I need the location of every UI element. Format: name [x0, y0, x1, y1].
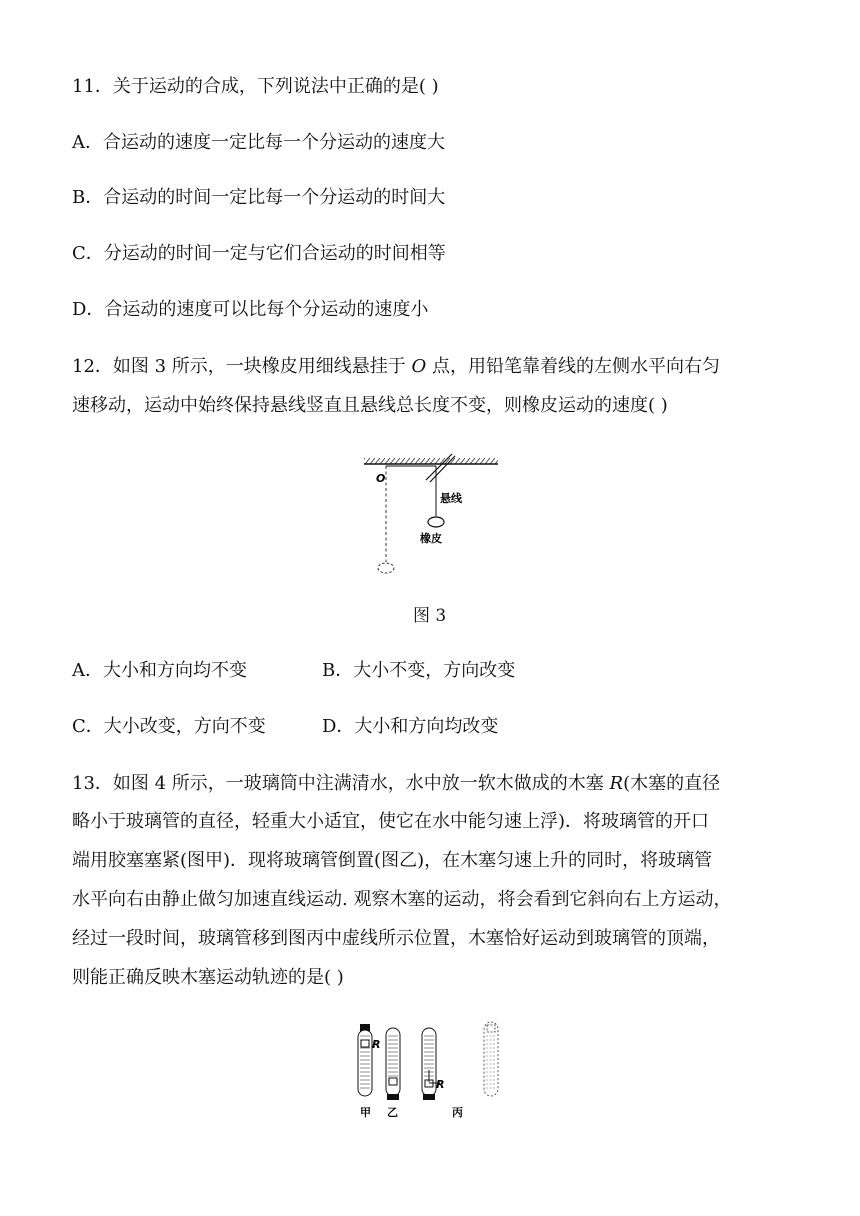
- q13-text-a: 13．如图 4 所示，一玻璃筒中注满清水，水中放一软木做成的木塞: [72, 773, 610, 794]
- label-point-o: O: [376, 472, 386, 485]
- dashed-initial-eraser: [378, 563, 394, 573]
- q12-stem-line2: 速移动，运动中始终保持悬线竖直且悬线总长度不变，则橡皮运动的速度( ): [72, 395, 668, 416]
- label-r-top: R: [372, 1038, 381, 1051]
- ceiling-hatch: [364, 458, 498, 464]
- q13-line5: 经过一段时间，玻璃管移到图丙中虚线所示位置，木塞恰好运动到玻璃管的顶端，: [72, 928, 720, 949]
- pencil: [426, 454, 452, 480]
- q13-line3: 端用胶塞塞紧(图甲)．现将玻璃管倒置(图乙)，在木塞匀速上升的同时，将玻璃管: [72, 850, 713, 871]
- q12-stem-line1: [72, 354, 796, 380]
- q12-option-c: C．大小改变，方向不变: [72, 716, 266, 737]
- q13-cork-r: R: [609, 773, 624, 794]
- label-yi: 乙: [387, 1106, 398, 1119]
- q12-point-o: O: [411, 356, 427, 377]
- tube-yi: [386, 1028, 400, 1100]
- label-bing: 丙: [452, 1106, 463, 1119]
- q13-line4: 水平向右由静止做匀加速直线运动. 观察木塞的运动，将会看到它斜向右上方运动，: [72, 889, 732, 910]
- q12-stem-text-a: 12．如图 3 所示，一块橡皮用细线悬挂于: [72, 356, 412, 377]
- figure-3-caption: 图 3: [413, 606, 447, 626]
- figure-4: [350, 1018, 510, 1124]
- label-string: 悬线: [440, 492, 462, 505]
- q12-stem-text-b: 点，用铅笔靠着线的左侧水平向右匀: [426, 356, 721, 377]
- tube-bing-dashed: [484, 1022, 498, 1096]
- q12-option-a: A．大小和方向均不变: [72, 660, 247, 681]
- q13-line6: 则能正确反映木塞运动轨迹的是( ): [72, 967, 344, 988]
- q12-option-d: D．大小和方向均改变: [322, 716, 499, 737]
- label-eraser: 橡皮: [420, 532, 442, 545]
- q13-text-b: (木塞的直径: [623, 773, 721, 794]
- tube-bing: [422, 1028, 444, 1100]
- q11-stem: 11．关于运动的合成，下列说法中正确的是( ): [72, 76, 439, 97]
- tube-jia: [358, 1024, 380, 1096]
- eraser: [428, 517, 444, 527]
- q11-option-d: D．合运动的速度可以比每个分运动的速度小: [72, 299, 429, 320]
- label-r-bottom: R: [436, 1078, 445, 1091]
- q12-option-b: B．大小不变，方向改变: [322, 660, 516, 681]
- figure-3: [360, 452, 500, 582]
- q11-option-c: C．分运动的时间一定与它们合运动的时间相等: [72, 243, 446, 264]
- label-jia: 甲: [360, 1106, 371, 1119]
- q13-line2: 略小于玻璃管的直径，轻重大小适宜，使它在水中能匀速上浮)．将玻璃管的开口: [72, 811, 710, 832]
- q13-line1: [72, 771, 796, 797]
- q11-option-a: A．合运动的速度一定比每一个分运动的速度大: [72, 132, 445, 153]
- q11-option-b: B．合运动的时间一定比每一个分运动的时间大: [72, 187, 446, 208]
